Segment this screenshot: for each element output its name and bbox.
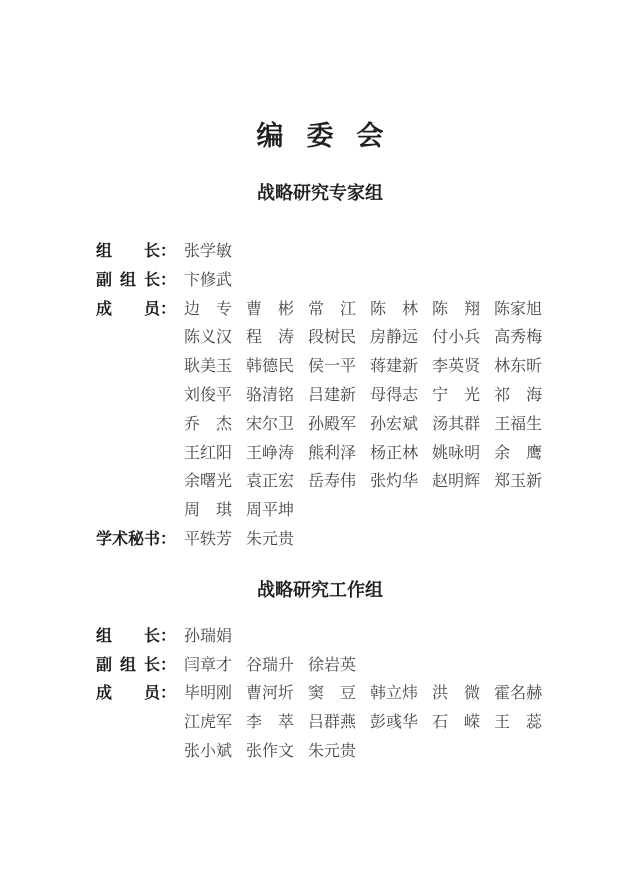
member-name: 孙瑞娟 [184,627,233,645]
colon: ： [160,271,177,289]
member-name: 高秀梅 [494,329,543,347]
member-name: 王福生 [494,415,543,433]
entry-row [96,296,640,526]
member-name: 郑玉新 [494,473,543,491]
group-section [0,180,640,555]
entry-row [96,623,640,652]
role-label: 学术秘书 [96,530,161,548]
entries [96,623,640,767]
member-name: 陈家旭 [494,300,543,318]
entry-row [96,238,640,267]
colon: ： [160,300,177,318]
name-row [184,468,640,497]
name-row [184,382,640,411]
member-name: 王峥涛 [246,444,295,462]
colon: ： [160,530,177,548]
member-name: 侯一平 [308,358,357,376]
member-name: 张灼华 [370,473,419,491]
member-name: 乔杰 [184,415,233,433]
member-name: 段树民 [308,329,357,347]
member-name: 耿美玉 [184,358,233,376]
member-name: 周平坤 [246,502,295,520]
role-label: 组长 [96,627,160,645]
member-name: 李英贤 [432,358,481,376]
name-row [184,440,640,469]
colon: ： [160,243,177,260]
member-name: 窦豆 [308,685,357,703]
member-name: 卞修武 [184,271,233,289]
group-section [0,577,640,767]
member-name: 曹彬 [246,300,295,318]
member-name: 张小斌 [184,742,233,760]
member-name: 岳寿伟 [308,473,357,491]
member-name: 洪微 [432,685,481,703]
sections-container [0,180,640,767]
member-name: 孙殿军 [308,415,357,433]
name-row [184,497,640,526]
member-name: 石嵘 [432,714,481,732]
name-row [184,267,640,296]
member-name: 程涛 [246,329,295,347]
member-name: 宁光 [432,386,481,404]
member-name: 宋尔卫 [246,415,295,433]
member-name: 张学敏 [184,243,233,260]
member-name: 吕建新 [308,386,357,404]
name-row [184,324,640,353]
name-row [184,709,640,738]
member-name: 彭彧华 [370,714,419,732]
member-name: 朱元贵 [308,742,357,760]
page-title: 编委会 [256,121,407,151]
member-name: 袁正宏 [246,473,295,491]
member-name: 边专 [184,300,233,318]
member-name: 余鹰 [494,444,543,462]
member-name: 吕群燕 [308,714,357,732]
member-name: 平轶芳 [184,530,233,548]
member-name: 林东昕 [494,358,543,376]
member-name: 王蕊 [494,714,543,732]
member-name: 蒋建新 [370,358,419,376]
member-name: 杨正林 [370,444,419,462]
name-rows [184,526,640,555]
member-name: 陈义汉 [184,329,233,347]
member-name: 姚咏明 [432,444,481,462]
member-name: 陈林 [370,300,419,318]
entry-row [96,526,640,555]
member-name: 母得志 [370,386,419,404]
name-rows [184,623,640,652]
name-rows [184,680,640,766]
role-label: 副组长 [96,271,160,289]
member-name: 骆清铭 [246,386,295,404]
name-row [184,411,640,440]
group-heading: 战略研究专家组 [257,183,383,203]
member-name: 毕明刚 [184,685,233,703]
member-name: 赵明辉 [432,473,481,491]
role-label: 成员 [96,685,160,703]
entry-row [96,680,640,766]
member-name: 付小兵 [432,329,481,347]
member-name: 曹河圻 [246,685,295,703]
name-row [184,296,640,325]
member-name: 王红阳 [184,444,233,462]
member-name: 房静远 [370,329,419,347]
colon: ： [160,627,177,645]
name-row [184,680,640,709]
group-heading: 战略研究工作组 [257,579,383,600]
name-row [184,353,640,382]
entry-row [96,267,640,296]
colon: ： [160,685,177,703]
colon: ： [160,656,177,674]
member-name: 祁海 [494,386,543,404]
member-name: 徐岩英 [308,656,357,674]
role-label: 副组长 [96,656,160,674]
member-name: 陈翔 [432,300,481,318]
name-row [184,623,640,652]
member-name: 孙宏斌 [370,415,419,433]
member-name: 霍名赫 [494,685,543,703]
name-row [184,526,640,555]
member-name: 闫章才 [184,656,233,674]
role-label: 成员 [96,300,160,318]
entry-row [96,652,640,681]
member-name: 朱元贵 [246,530,295,548]
name-rows [184,296,640,526]
name-rows [184,238,640,267]
member-name: 常江 [308,300,357,318]
member-name: 韩德民 [246,358,295,376]
member-name: 谷瑞升 [246,656,295,674]
name-rows [184,267,640,296]
member-name: 周琪 [184,502,233,520]
member-name: 韩立炜 [370,685,419,703]
role-label: 组长 [96,243,160,260]
name-row [184,652,640,681]
entries [96,238,640,555]
member-name: 李萃 [246,714,295,732]
name-rows [184,652,640,681]
member-name: 江虎军 [184,714,233,732]
member-name: 熊利泽 [308,444,357,462]
name-row [184,238,640,267]
name-row [184,738,640,767]
member-name: 张作文 [246,742,295,760]
member-name: 汤其群 [432,415,481,433]
member-name: 刘俊平 [184,386,233,404]
member-name: 余曙光 [184,473,233,491]
